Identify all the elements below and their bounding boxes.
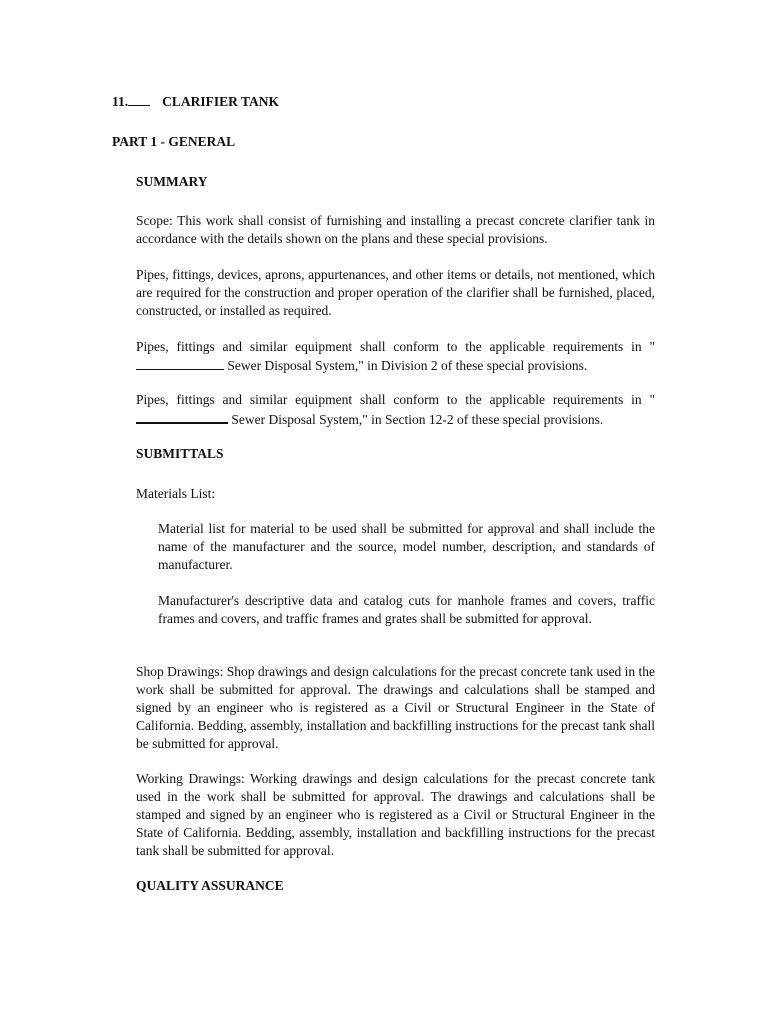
conform-section-paragraph [136, 391, 655, 429]
scope-paragraph: Scope: This work shall consist of furnishing and installing a precast concrete clarifier tank in accordance with the details shown on the plans and these special provisions. [136, 213, 655, 246]
working-drawings-paragraph: Working Drawings: Working drawings and design calculations for the precast concrete tank used in the work shall be submitted for approval. The drawings and calculations shall be stamped and signed by an engineer who is registered as a Civil or Structural Engineer in the State of California. Bedding, assembly, installation and backfilling instructions for the precast tank shall be submitted for approval. [136, 771, 655, 858]
conform-division-suffix: Sewer Disposal System," in Division 2 of these special provisions. [224, 358, 588, 373]
shop-drawings-paragraph: Shop Drawings: Shop drawings and design calculations for the precast concrete tank used in the work shall be submitted for approval. The drawings and calculations shall be stamped and signed by an engineer who is registered as a Civil or Structural Engineer in the State of California. Bedding, assembly, installation and backfilling instructions for the precast tank shall be submitted for approval. [136, 664, 655, 751]
section-title [112, 93, 279, 111]
conform-division-prefix: Pipes, fittings and similar equipment shall conform to the applicable requirements in " [136, 339, 655, 354]
conform-division-blank [136, 356, 224, 370]
section-number: 11. [112, 94, 129, 109]
submittals-heading: SUBMITTALS [136, 446, 224, 461]
pipes-fittings-paragraph: Pipes, fittings, devices, aprons, appurtenances, and other items or details, not mentioned, which are required for the construction and proper operation of the clarifier shall be furnished, placed, constructed, or installed as required. [136, 267, 655, 318]
summary-heading: SUMMARY [136, 174, 208, 189]
conform-section-prefix: Pipes, fittings and similar equipment shall conform to the applicable requirements in " [136, 392, 655, 407]
conform-division-paragraph [136, 338, 655, 375]
conform-section-suffix: Sewer Disposal System," in Section 12-2 of these special provisions. [228, 412, 604, 427]
quality-assurance-heading: QUALITY ASSURANCE [136, 878, 284, 893]
section-number-blank [128, 93, 150, 106]
materials-list-label: Materials List: [136, 486, 216, 501]
manufacturer-data-paragraph: Manufacturer's descriptive data and catalog cuts for manhole frames and covers, traffic frames and covers, and traffic frames and grates shall be submitted for approval. [158, 593, 655, 626]
part-title: PART 1 - GENERAL [112, 134, 236, 149]
material-list-paragraph: Material list for material to be used shall be submitted for approval and shall include the name of the manufacturer and the source, model number, description, and standards of manufacturer. [158, 521, 655, 572]
section-title-text: CLARIFIER TANK [162, 94, 280, 109]
conform-section-blank [136, 409, 228, 424]
